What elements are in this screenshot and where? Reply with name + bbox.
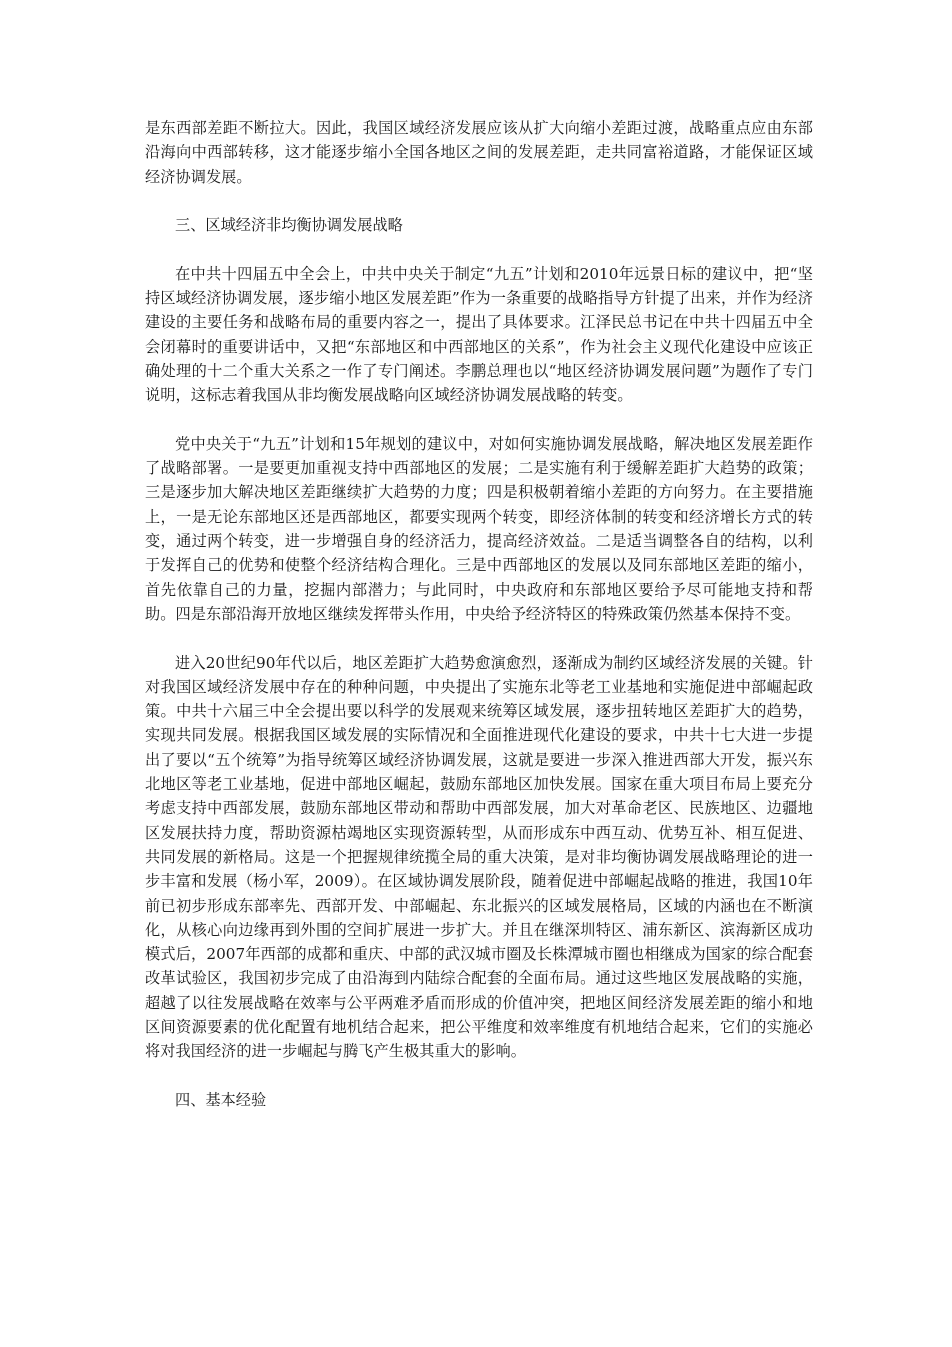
paragraph-plenum: 在中共十四届五中全会上，中共中央关于制定“九五”计划和2010年远景日标的建议中，把“坚持区域经济协调发展，逐步缩小地区发展差距”作为一条重要的战略指导方针提了出来，并作为经济建设的主要任务和战略布局的重要内容之一，提出了具体要求。江泽民总书记在中共十四届五中全会闭幕时的重要讲话中，又把“东部地区和中西部地区的关系”，作为社会主义现代化建设中应该正确处理的十二个重大关系之一作了专门阐述。李鹏总理也以“地区经济协调发展问题”为题作了专门说明，这标志着我国从非均衡发展战略向区域经济协调发展战略的转变。 bbox=[145, 264, 813, 405]
section-heading-4: 四、基本经验 bbox=[175, 1090, 267, 1109]
paragraph-gap bbox=[145, 1064, 813, 1088]
paragraph-ninth-five-year-plan: 党中央关于“九五”计划和15年规划的建议中，对如何实施协调发展战略，解决地区发展差距作了战略部署。一是要更加重视支持中西部地区的发展；二是实施有利于缓解差距扩大趋势的政策；三是逐步加大解决地区差距继续扩大趋势的力度；四是积极朝着缩小差距的方向努力。在主要措施上，一是无论东部地区还是西部地区，都要实现两个转变，即经济体制的转变和经济增长方式的转变，通过两个转变，进一步增强自身的经济活力，提高经济效益。二是适当调整各自的结构，以利于发挥自己的优势和使整个经济结构合理化。三是中西部地区的发展以及同东部地区差距的缩小，首先依靠自己的力量，挖掘内部潜力；与此同时，中央政府和东部地区要给予尽可能地支持和帮助。四是东部沿海开放地区继续发挥带头作用，中央给予经济特区的特殊政策仍然基本保持不变。 bbox=[145, 434, 813, 623]
paragraph-1990s: 进入20世纪90年代以后，地区差距扩大趋势愈演愈烈，逐渐成为制约区域经济发展的关键。针对我国区域经济发展中存在的种种问题，中央提出了实施东北等老工业基地和实施促进中部崛起政策。中共十六届三中全会提出要以科学的发展观来统筹区域发展，逐步扭转地区差距扩大的趋势，实现共同发展。根据我国区域发展的实际情况和全面推进现代化建设的要求，中共十七大进一步提出了要以“五个统筹”为指导统筹区域经济协调发展，这就是要进一步深入推进西部大开发，振兴东北地区等老工业基地，促进中部地区崛起，鼓励东部地区加快发展。国家在重大项目布局上要充分考虑支持中西部发展，鼓励东部地区带动和帮助中西部发展，加大对革命老区、民族地区、边疆地区发展扶持力度，帮助资源枯竭地区实现资源转型，从而形成东中西互动、优势互补、相互促进、共同发展的新格局。这是一个把握规律统揽全局的重大决策，是对非均衡协调发展战略理论的进一步丰富和发展（杨小军，2009）。在区域协调发展阶段，随着促进中部崛起战略的推进，我国10年前已初步形成东部率先、西部开发、中部崛起、东北振兴的区域发展格局，区域的内涵也在不断演化，从核心向边缘再到外围的空间扩展进一步扩大。并且在继深圳特区、浦东新区、滨海新区成功模式后，2007年西部的成都和重庆、中部的武汉城市圈及长株潭城市圈也相继成为国家的综合配套改革试验区，我国初步完成了由沿海到内陆综合配套的全面布局。通过这些地区发展战略的实施，超越了以往发展战略在效率与公平两难矛盾而形成的价值冲突，把地区间经济发展差距的缩小和地区间资源要素的优化配置有地机结合起来，把公平维度和效率维度有机地结合起来，它们的实施必将对我国经济的进一步崛起与腾飞产生极其重大的影响。 bbox=[145, 653, 813, 1061]
document-page bbox=[145, 116, 813, 1112]
paragraph-gap bbox=[145, 189, 813, 213]
section-heading-3: 三、区域经济非均衡协调发展战略 bbox=[175, 216, 403, 235]
paragraph-gap bbox=[145, 626, 813, 650]
paragraph-continuation: 是东西部差距不断拉大。因此，我国区域经济发展应该从扩大向缩小差距过渡，战略重点应由东部沿海向中西部转移，这才能逐步缩小全国各地区之间的发展差距，走共同富裕道路，才能保证区域经济协调发展。 bbox=[145, 119, 813, 186]
paragraph-gap bbox=[145, 237, 813, 261]
paragraph-gap bbox=[145, 408, 813, 432]
